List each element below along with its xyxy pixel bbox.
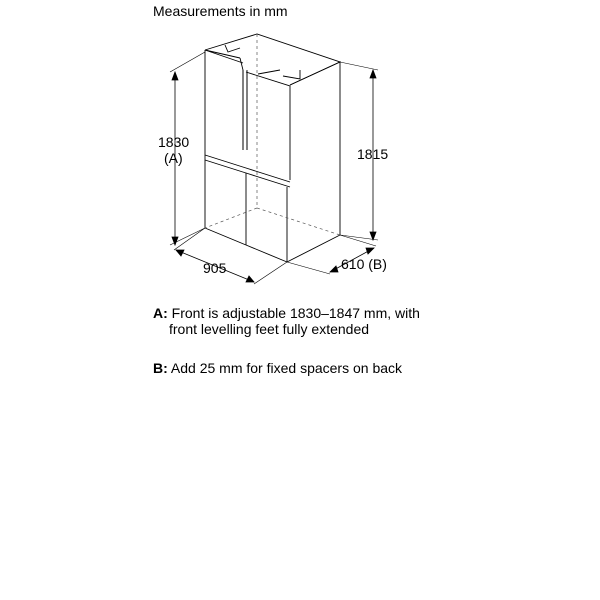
measurements-title: Measurements in mm [153, 3, 288, 19]
height-a-value: 1830 [158, 134, 190, 150]
fridge-outline [205, 34, 340, 262]
height-b-value: 1815 [357, 146, 389, 162]
note-a-line-2: front levelling feet fully extended [169, 321, 370, 337]
note-b [153, 360, 402, 376]
depth-label: (B) [368, 256, 387, 272]
note-b-key: B: [153, 360, 168, 376]
width-dimension [174, 228, 287, 284]
note-a-key: A: [153, 305, 168, 321]
note-a [153, 305, 420, 337]
depth-number: 610 [341, 256, 365, 272]
height-a-label: (A) [164, 150, 183, 166]
width-value: 905 [203, 260, 227, 276]
note-b-line-1: Add 25 mm for fixed spacers on back [170, 360, 403, 376]
depth-value [341, 256, 387, 272]
hidden-edges [205, 34, 340, 235]
note-a-line-1: Front is adjustable 1830–1847 mm, with [171, 305, 420, 321]
